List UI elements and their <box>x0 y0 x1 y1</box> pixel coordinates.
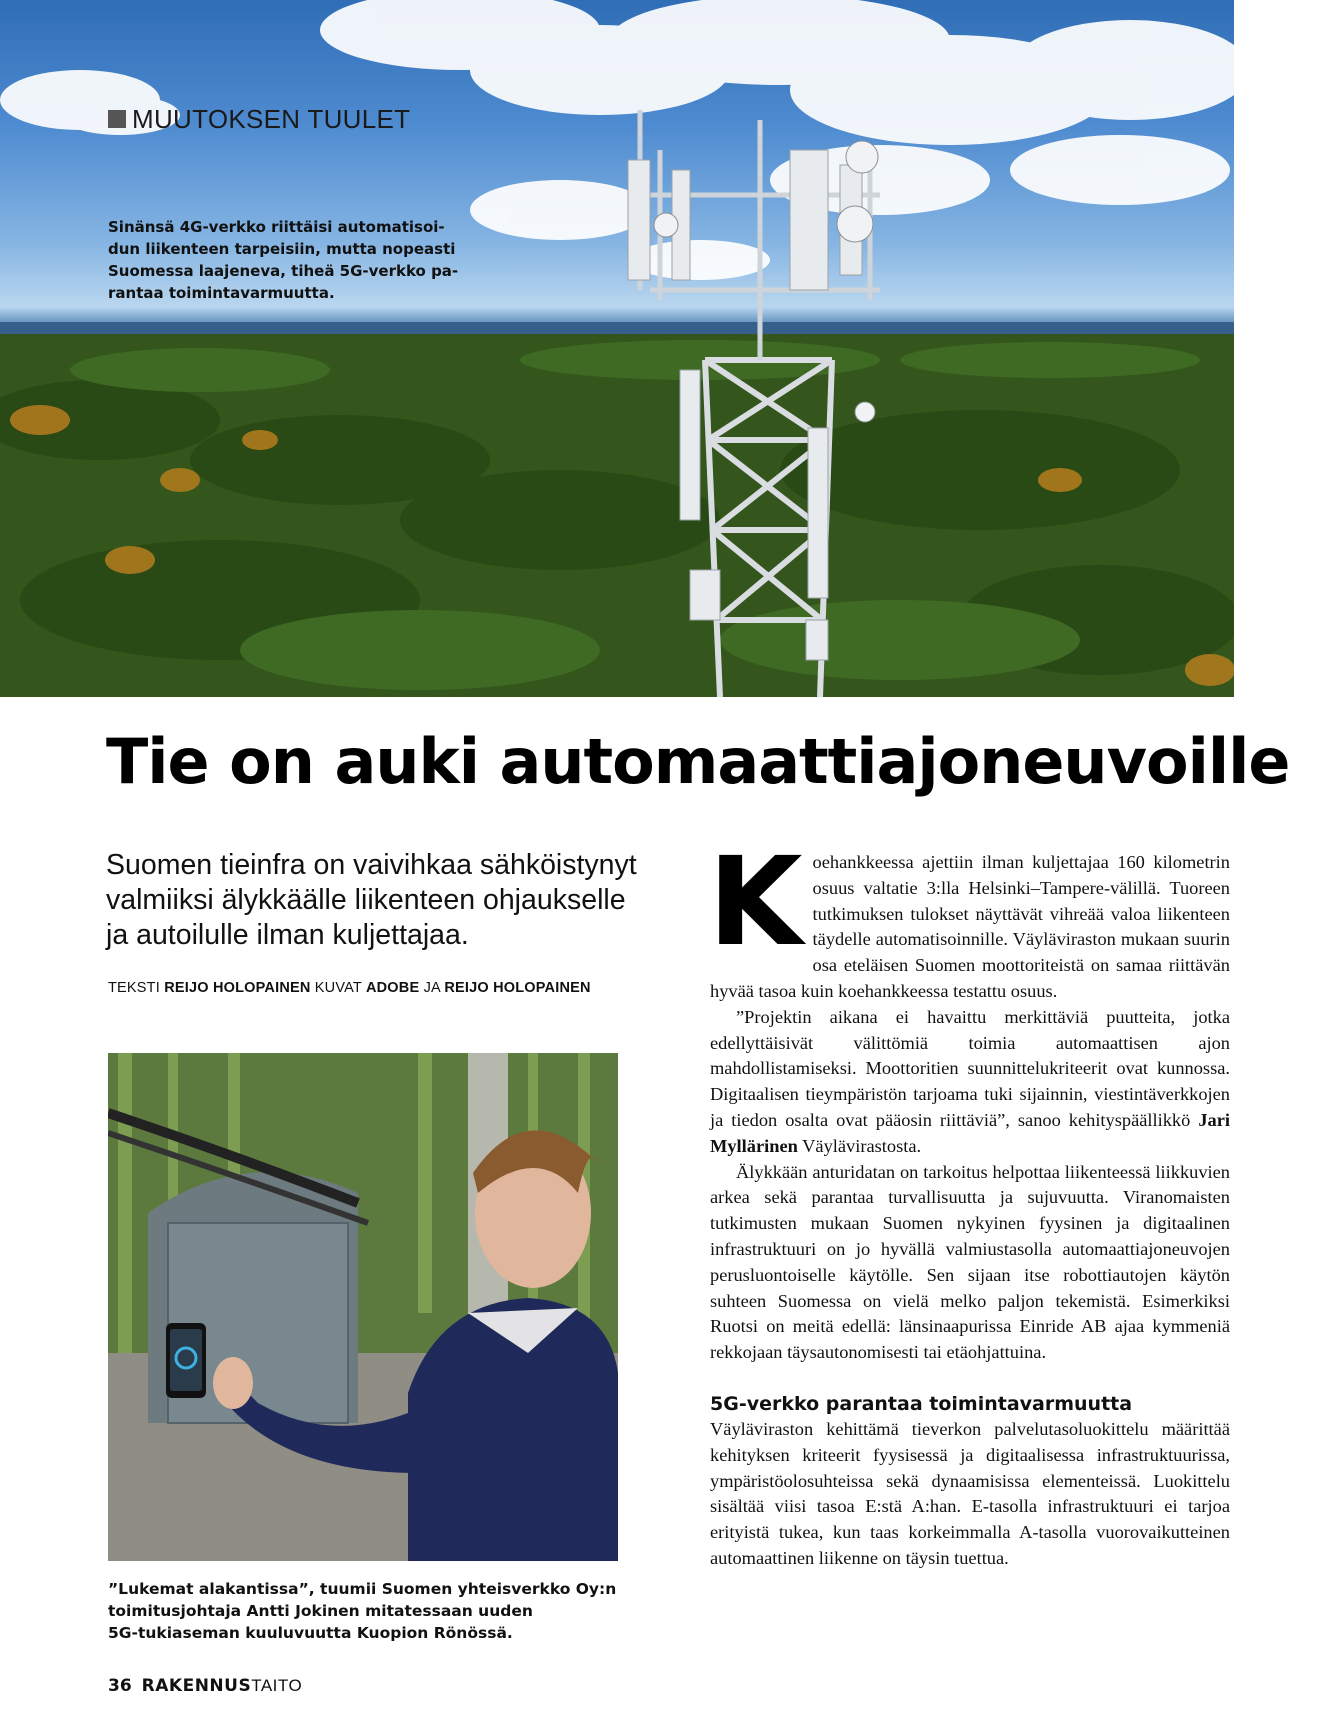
interview-photo <box>108 1053 618 1561</box>
byline-credits <box>108 980 708 996</box>
body-paragraph-4: Väyläviraston kehittämä tieverkon palvelutasoluokittelu määrittää kehityksen kriteerit fyysisessä ja digitaalisessa infrastruktuurissa, ympäristöolosuhteissa sekä dynaamisissa elementeissä. Luokittelu sisältää viisi tasoa E:stä A:han. E-tasolla infrastruktuuri ei tarjoa erityistä tukea, kun taas korkeimmalla A-tasolla vuorovaikutteinen automaattinen liikenne on täysin tuettua. <box>710 1418 1230 1568</box>
quoted-person-name: Jari Myllärinen <box>710 1109 1230 1156</box>
headline: Tie on auki automaattiajoneuvoille <box>106 725 1290 798</box>
section-tag <box>108 104 410 134</box>
credits-photo-source-1: ADOBE <box>365 980 420 996</box>
body-paragraph-2 <box>710 1005 1230 1160</box>
magazine-name <box>142 1676 303 1696</box>
magazine-name-bold: RAKENNUS <box>141 1676 252 1696</box>
interview-photo-illustration <box>108 1053 618 1561</box>
article-body <box>708 831 1230 1572</box>
body-paragraph-2-end: Väylävirastosta. <box>797 1135 922 1156</box>
magazine-name-light: TAITO <box>251 1676 303 1695</box>
credits-author: REIJO HOLOPAINEN <box>164 980 311 996</box>
credits-photo-source-2: REIJO HOLOPAINEN <box>444 980 591 996</box>
section-tag-label: MUUTOKSEN TUULET <box>132 103 411 134</box>
subheading: 5G-verkko parantaa toimintavarmuutta <box>710 1392 1133 1415</box>
page-number: 36 <box>108 1676 132 1696</box>
interview-photo-caption: ”Lukemat alakantissa”, tuumii Suomen yhteisverkko Oy:n toimitusjohtaja Antti Jokinen mitatessaan uuden 5G-tukiaseman kuuluvuutta Kuopion Rönössä. <box>108 1580 617 1642</box>
page-footer <box>108 1676 302 1702</box>
drop-cap: K <box>708 831 803 973</box>
body-paragraph-1 <box>708 831 1230 1005</box>
credits-text-label: TEKSTI <box>108 980 160 996</box>
lead-paragraph: Suomen tieinfra on vaivihkaa sähköistynyt valmiiksi älykkäälle liikenteen ohjaukselle ja autoilulle ilman kuljettajaa. <box>106 849 637 951</box>
hero-caption: Sinänsä 4G-verkko riittäisi automatisoi- dun liikenteen tarpeisiin, mutta nopeasti Suomessa laajeneva, tiheä 5G-verkko pa- rantaa toimintavarmuutta. <box>108 218 459 302</box>
body-paragraph-1-text: oehankkeessa ajettiin ilman kuljettajaa 160 kilometrin osuus valtatie 3:lla Helsinki–Tampere-välillä. Tuoreen tutkimuksen tulokset näyttävät vihreää valoa liikenteen täydelle automatisoinnille. Väyläviraston mukaan suurin osa eteläisen Suomen moottoriteistä on samaa riittävän hyvää tasoa kuin koehankkeessa testattu osuus. <box>710 852 1230 1001</box>
hero-photo <box>0 0 1234 697</box>
credits-photos-label: KUVAT <box>314 980 362 996</box>
body-paragraph-3: Älykkään anturidatan on tarkoitus helpottaa liikenteessä liikkuvien arkea sekä parantaa turvallisuutta ja sujuvuutta. Viranomaisten tutkimusten mukaan Suomen nykyinen fyysinen ja digitaalinen infrastruktuuri on jo hyvällä valmiustasolla automaattiajoneuvojen perusluontoiselle käytölle. Sen sijaan itse robottiautojen käytön suhteen Suomessa on vielä melko paljon tekemistä. Esimerkiksi Ruotsi on meitä edellä: länsinaapurissa Einride AB ajaa kymmeniä rekkojaan täysautonomisesti tai etäohjattuina. <box>710 1161 1230 1363</box>
section-tag-square-icon <box>108 110 126 128</box>
body-paragraph-2-text: ”Projektin aikana ei havaittu merkittäviä puutteita, jotka edellyttäisivät välittömiä toimia automaattisen ajon mahdollistamiseksi. Moottoritien suunnittelukriteerit ovat kunnossa. Digitaalisen tieympäristön tarjoama tuki sijainnin, viestintäverkkojen ja tiedon osalta ovat pääosin riittäviä”, sanoo kehityspäällikkö <box>710 1006 1230 1130</box>
credits-and-label: JA <box>423 980 441 996</box>
